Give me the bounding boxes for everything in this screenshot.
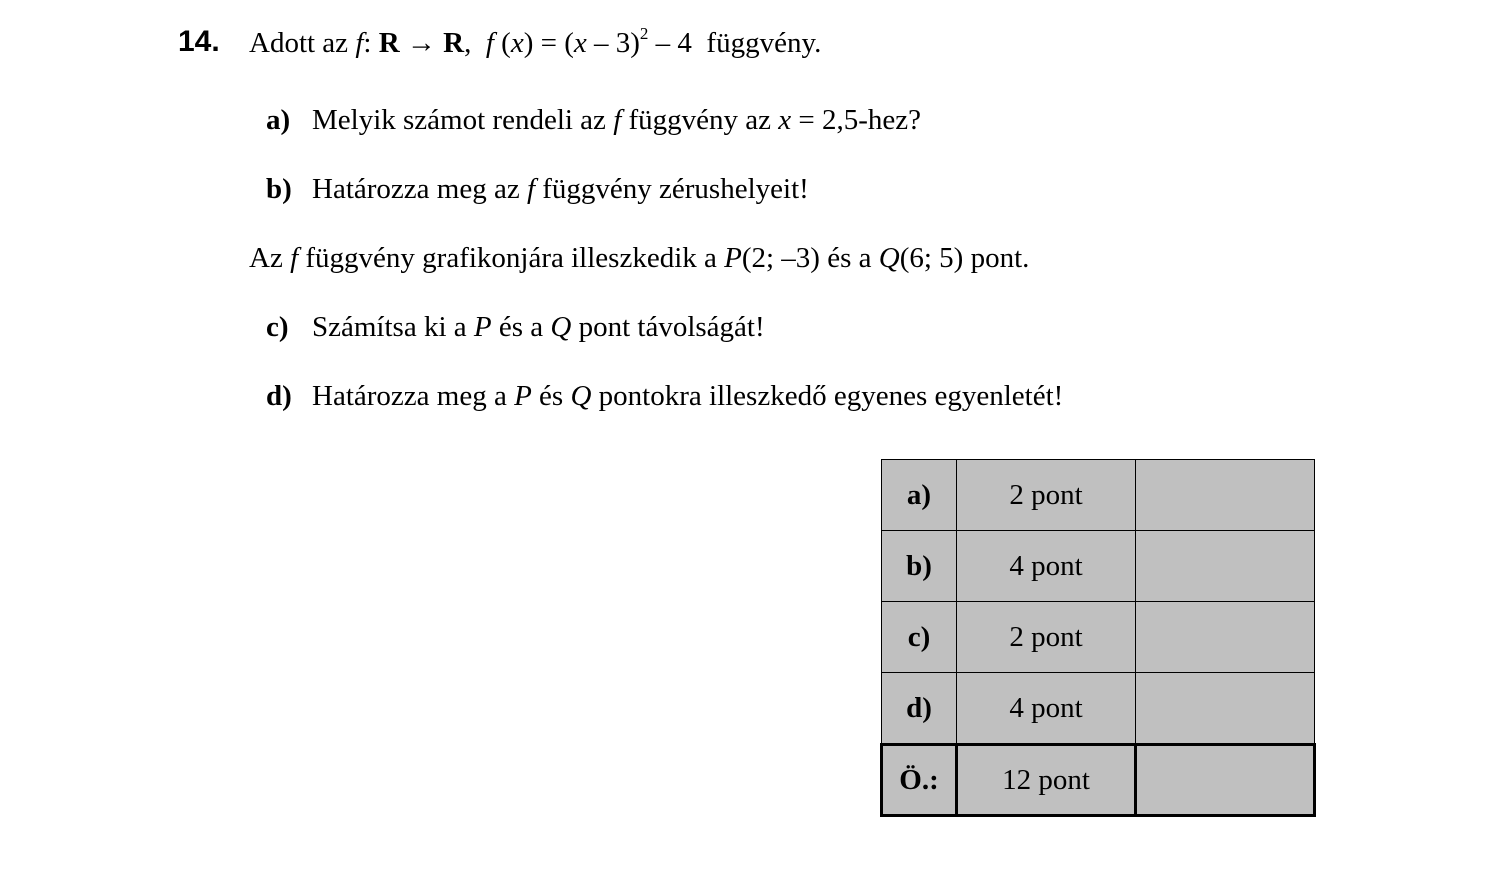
point-q: Q <box>570 380 592 412</box>
middle-statement <box>249 240 1029 276</box>
question-d <box>312 378 1063 414</box>
question-b-label: b) <box>266 173 292 205</box>
score-table <box>880 459 1316 817</box>
statement-text: (6; 5) pont. <box>899 242 1030 274</box>
question-a <box>312 102 921 138</box>
question-text: függvény zérushelyeit! <box>535 173 809 205</box>
question-c-label: c) <box>266 311 289 343</box>
score-label: c) <box>882 602 957 673</box>
question-text: Határozza meg az <box>312 173 527 205</box>
score-row-b <box>882 531 1315 602</box>
total-label: Ö.: <box>882 745 957 816</box>
score-points: 4 pont <box>957 673 1136 745</box>
intro-text: : <box>363 27 379 59</box>
intro-f: f <box>355 27 364 59</box>
total-earned-cell[interactable] <box>1136 745 1315 816</box>
intro-f: f <box>485 27 494 59</box>
question-text: Melyik számot rendeli az <box>312 104 614 136</box>
intro-text: , <box>464 27 486 59</box>
intro-x: x <box>573 27 587 59</box>
score-row-a <box>882 460 1315 531</box>
question-text: és <box>531 380 571 412</box>
score-label: a) <box>882 460 957 531</box>
score-earned-cell[interactable] <box>1136 602 1315 673</box>
point-p: P <box>724 242 742 274</box>
problem-number: 14. <box>178 25 220 58</box>
question-text: Számítsa ki a <box>312 311 474 343</box>
var-f: f <box>613 104 622 136</box>
point-q: Q <box>878 242 900 274</box>
score-points: 2 pont <box>957 602 1136 673</box>
intro-arrow: → <box>399 27 444 59</box>
intro-text: – 4 függvény. <box>648 27 822 59</box>
intro-codomain: R <box>443 27 465 59</box>
intro-exponent: 2 <box>639 24 649 43</box>
score-earned-cell[interactable] <box>1136 460 1315 531</box>
question-text: pont távolságát! <box>571 311 765 343</box>
intro-x: x <box>510 27 524 59</box>
score-points: 2 pont <box>957 460 1136 531</box>
problem-intro <box>249 25 821 61</box>
question-text: Határozza meg a <box>312 380 515 412</box>
total-points: 12 pont <box>957 745 1136 816</box>
var-x: x <box>778 104 792 136</box>
statement-text: (2; –3) és a <box>741 242 879 274</box>
score-earned-cell[interactable] <box>1136 531 1315 602</box>
score-row-total <box>882 745 1315 816</box>
intro-text: – 3) <box>586 27 640 59</box>
question-text: = 2,5-hez? <box>791 104 922 136</box>
point-p: P <box>514 380 532 412</box>
score-row-c <box>882 602 1315 673</box>
question-text: függvény az <box>621 104 779 136</box>
score-earned-cell[interactable] <box>1136 673 1315 745</box>
score-label: b) <box>882 531 957 602</box>
score-row-d <box>882 673 1315 745</box>
point-p: P <box>473 311 492 343</box>
intro-text: Adott az <box>249 27 356 59</box>
intro-text: ) = ( <box>523 27 574 59</box>
score-points: 4 pont <box>957 531 1136 602</box>
statement-text: függvény grafikonjára illeszkedik a <box>298 242 725 274</box>
question-a-label: a) <box>266 104 291 136</box>
question-d-label: d) <box>266 380 292 412</box>
question-c <box>312 309 765 345</box>
point-q: Q <box>550 311 572 343</box>
intro-text: ( <box>493 27 511 59</box>
var-f: f <box>526 173 535 205</box>
var-f: f <box>290 242 299 274</box>
question-b <box>312 171 809 207</box>
score-label: d) <box>882 673 957 745</box>
intro-domain: R <box>378 27 400 59</box>
statement-text: Az <box>249 242 291 274</box>
question-text: pontokra illeszkedő egyenes egyenletét! <box>591 380 1064 412</box>
question-text: és a <box>491 311 551 343</box>
